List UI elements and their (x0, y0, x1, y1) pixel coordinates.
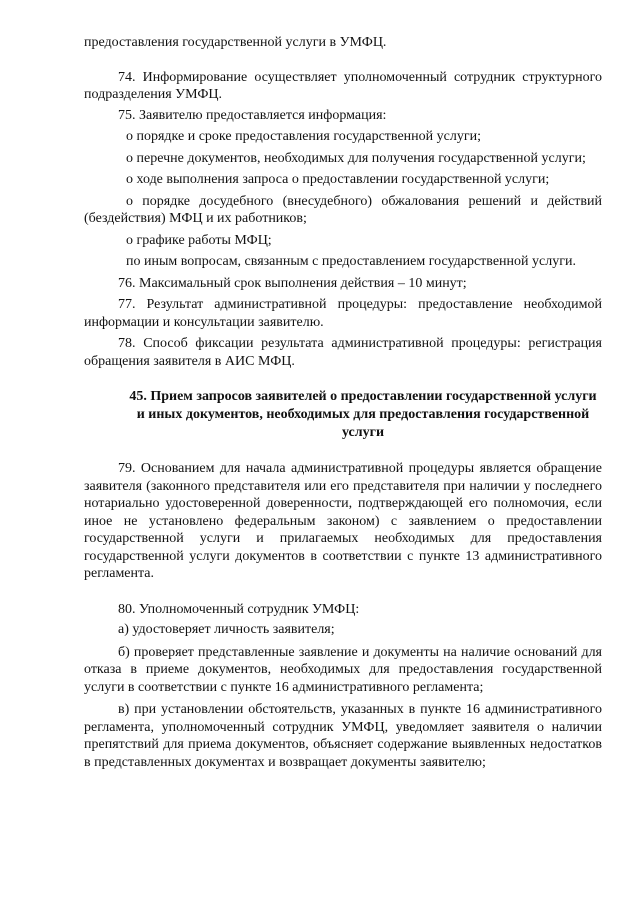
paragraph-74: 74. Информирование осуществляет уполномоченный сотрудник структурного подразделения УМФЦ. (84, 69, 602, 102)
paragraph-continuation: предоставления государственной услуги в УМФЦ. (84, 35, 387, 50)
item-b: б) проверяет представленные заявление и документы на наличие оснований для отказа в приеме документов, необходимых для предоставления государственной услуги в соответствии с пункте 16 административного регламента; (84, 644, 602, 695)
paragraph-79: 79. Основанием для начала административной процедуры является обращение заявителя (законного представителя или его представителя при наличии у последнего нотариально удостоверенной доверенности, подтверждающей его полномочия, если иное не установлено федеральным законом) с заявлением о предоставлении государственной услуги и прилагаемых необходимых для предоставления государственной услуги документов в соответствии с пункте 13 административного регламента. (84, 461, 602, 581)
paragraph-77: 77. Результат административной процедуры: предоставление необходимой информации и консультации заявителю. (84, 297, 602, 330)
list-item-other: по иным вопросам, связанным с предоставлением государственной услуги. (126, 254, 576, 269)
list-item-order-terms: о порядке и сроке предоставления государственной услуги; (126, 129, 481, 144)
paragraph-80: 80. Уполномоченный сотрудник УМФЦ: (118, 601, 360, 617)
list-item-appeal: о порядке досудебного (внесудебного) обжалования решений и действий (бездействия) МФЦ и их работников; (84, 193, 602, 226)
list-item-documents: о перечне документов, необходимых для получения государственной услуги; (126, 150, 586, 166)
section-heading: 45. Прием запросов заявителей о предоставлении государственной услуги и иных документов, необходимых для предоставления государственной услуги (129, 389, 597, 440)
list-item-schedule: о графике работы МФЦ; (126, 232, 272, 248)
item-a: а) удостоверяет личность заявителя; (118, 622, 335, 637)
paragraph-76: 76. Максимальный срок выполнения действия – 10 минут; (118, 275, 467, 291)
item-v: в) при установлении обстоятельств, указанных в пункте 16 административного регламента, уполномоченный сотрудник УМФЦ, уведомляет заявителя о наличии препятствий для приема документов, объясняет содержание выявленных недостатков в представленных документах и возвращает документы заявителю; (84, 702, 602, 770)
paragraph-75: 75. Заявителю предоставляется информация: (118, 107, 387, 123)
paragraph-78: 78. Способ фиксации результата административной процедуры: регистрация обращения заявителя в АИС МФЦ. (84, 336, 602, 369)
list-item-progress: о ходе выполнения запроса о предоставлении государственной услуги; (126, 172, 550, 187)
document-page (84, 34, 602, 771)
